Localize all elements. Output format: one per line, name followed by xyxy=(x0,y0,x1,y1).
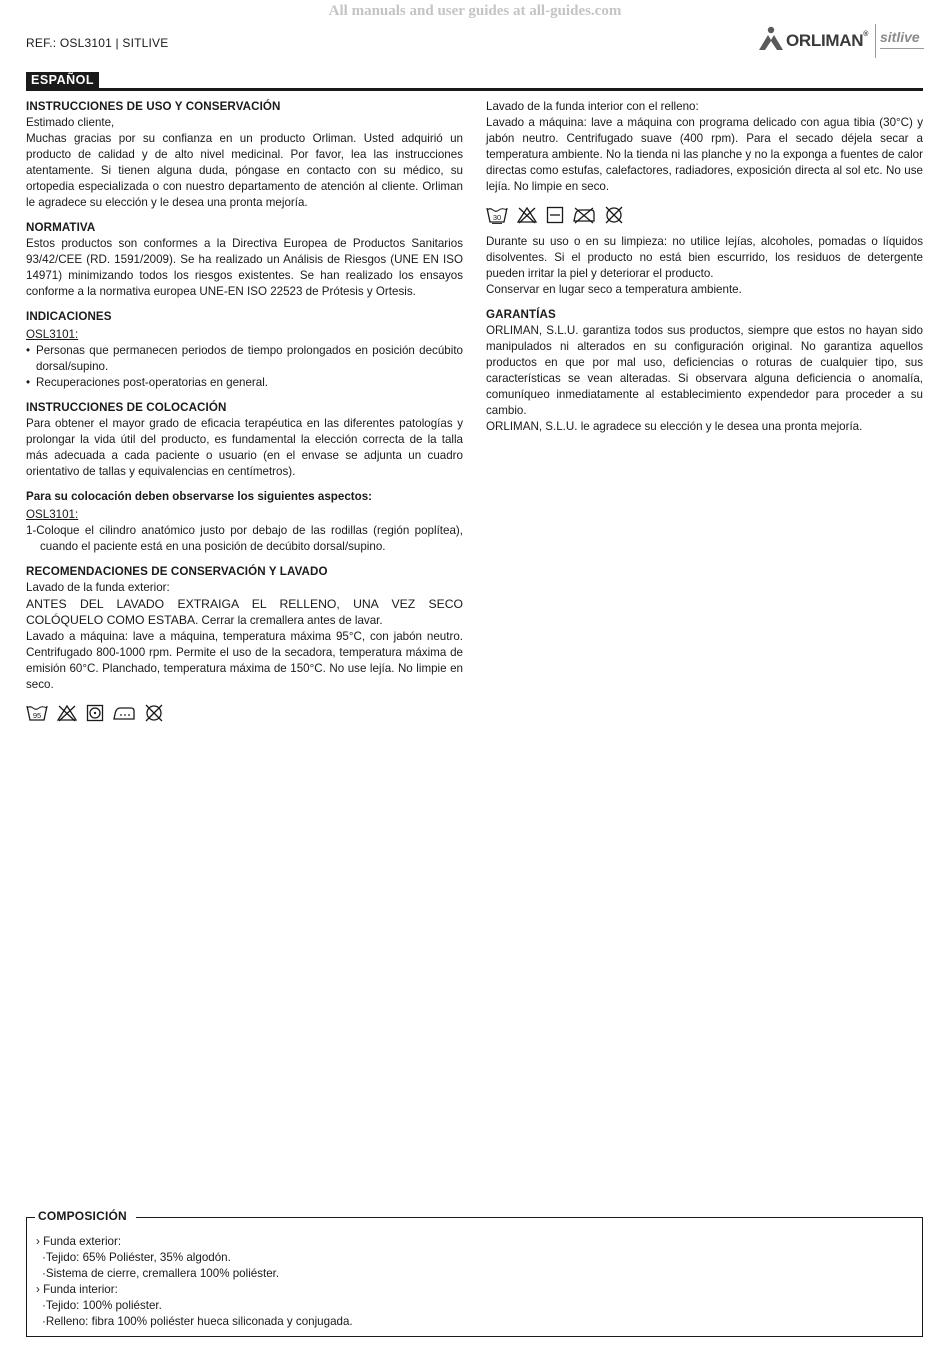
composition-line: › Funda interior: xyxy=(36,1283,118,1296)
care-warning: Durante su uso o en su limpieza: no utilice lejías, alcoholes, pomadas o líquidos disolventes. Si el producto no está bien escurrido, los residuos de detergente pueden irritar la piel y deteriorar el producto. xyxy=(486,235,923,280)
indication-item: • Recuperaciones post-operatorias en general. xyxy=(26,375,463,391)
right-column xyxy=(486,99,923,435)
no-dry-clean-icon xyxy=(144,704,164,722)
language-tab: ESPAÑOL xyxy=(26,72,99,89)
storage-note: Conservar en lugar seco a temperatura ambiente. xyxy=(486,283,742,296)
watermark: All manuals and user guides at all-guides.com xyxy=(328,3,622,19)
wash-30-icon xyxy=(486,206,508,224)
orliman-logo xyxy=(756,22,926,58)
orliman-logo-icon xyxy=(756,26,786,52)
no-bleach-icon xyxy=(56,704,78,722)
colocacion-subtitle: Para su colocación deben observarse los siguientes aspectos: xyxy=(26,490,373,503)
reference-code: REF.: OSL3101 | SITLIVE xyxy=(26,36,169,50)
composition-line: ·Sistema de cierre, cremallera 100% poliéster. xyxy=(42,1267,280,1280)
tumble-dry-icon xyxy=(86,704,104,722)
colocacion-step: 1-Coloque el cilindro anatómico justo por debajo de las rodillas (región poplítea), cuando el paciente está en una posición de decúbito dorsal/supino. xyxy=(26,524,463,553)
composition-line: ·Tejido: 65% Poliéster, 35% algodón. xyxy=(42,1251,231,1264)
section-title-colocacion: INSTRUCCIONES DE COLOCACIÓN xyxy=(26,401,227,414)
section-title-normativa: NORMATIVA xyxy=(26,221,96,234)
section-title-lavado: RECOMENDACIONES DE CONSERVACIÓN Y LAVADO xyxy=(26,565,328,578)
wash-temp-label: 95 xyxy=(32,711,42,720)
section-title-indicaciones: INDICACIONES xyxy=(26,310,112,323)
iron-icon xyxy=(112,704,136,722)
composition-line: ·Tejido: 100% poliéster. xyxy=(42,1299,162,1312)
wash-temp-label: 30 xyxy=(492,213,502,222)
model-label: OSL3101: xyxy=(26,328,79,341)
model-label: OSL3101: xyxy=(26,508,79,521)
interior-wash-body: Lavado a máquina: lave a máquina con programa delicado con agua tibia (30°C) y jabón neutro. Centrifugado suave (400 rpm). Para el secado déjela secar a temperatura ambiente. No la tienda ni las planche y no la exponga a fuentes de calor directas como estufas, calefactores, radiadores, exposición directa al sol etc. No use lejía. No limpie en seco. xyxy=(486,116,923,193)
greeting: Estimado cliente, xyxy=(26,116,115,129)
logo-divider xyxy=(875,24,876,58)
composition-list xyxy=(36,1234,353,1330)
colocacion-body: Para obtener el mayor grado de eficacia terapéutica en las diferentes patologías y prolongar la vida útil del producto, es fundamental la elección correcta de la talla más adecuada a cada paciente o usuario (en el envase se adjunta un cuadro orientativo de tallas y equivalencias en centímetros). xyxy=(26,417,463,478)
lavado-warning: ANTES DEL LAVADO EXTRAIGA EL RELLENO, UNA VEZ SECO COLÓQUELO COMO ESTABA. Cerrar la cremallera antes de lavar. xyxy=(26,597,463,627)
no-iron-icon xyxy=(572,206,596,224)
no-dry-clean-icon xyxy=(604,206,624,224)
composition-border-left xyxy=(26,1217,35,1218)
wash-icons-interior xyxy=(486,205,923,225)
lavado-body: Lavado a máquina: lave a máquina, temperatura máxima 95°C, con jabón neutro. Centrifugado 800-1000 rpm. Permite el uso de la secadora, temperatura máxima de emisión 60°C. Planchado, temperatura máxima de 150°C. No use lejía. No limpie en seco. xyxy=(26,630,463,691)
wash-icons-exterior xyxy=(26,703,463,723)
left-column xyxy=(26,99,463,723)
language-rule xyxy=(26,88,923,91)
logo-brand: ORLIMAN® xyxy=(786,31,869,50)
garantias-thanks: ORLIMAN, S.L.U. le agradece su elección y le desea una pronta mejoría. xyxy=(486,420,863,433)
composition-border-right xyxy=(136,1217,923,1218)
garantias-body: ORLIMAN, S.L.U. garantiza todos sus productos, siempre que estos no hayan sido manipulados ni alterados en su configuración original. No garantiza aquellos productos en que por mal uso, deficiencias o roturas de cualquier tipo, sus características se vean alteradas. Si observara alguna deficiencia o anomalía, comuníqueo inmediatamente al establecimiento expendedor para proceder a su cambio. xyxy=(486,324,923,417)
dry-flat-icon xyxy=(546,206,564,224)
composition-title: COMPOSICIÓN xyxy=(38,1209,127,1223)
composition-box xyxy=(26,1209,923,1337)
section-title-usage: INSTRUCCIONES DE USO Y CONSERVACIÓN xyxy=(26,100,281,113)
usage-body: Muchas gracias por su confianza en un producto Orliman. Usted adquirió un producto de calidad y de alto nivel medicinal. Por favor, lea las instrucciones atentamente. Si tienen alguna duda, póngase en contacto con su médico, su ortopedia especializada o con nuestro departamento de atención al cliente. Orliman le agradece su elección y le desea una pronta mejoría. xyxy=(26,132,463,209)
wash-95-icon xyxy=(26,704,48,722)
logo-product-name: sitlive xyxy=(880,29,920,45)
composition-line: › Funda exterior: xyxy=(36,1235,122,1248)
indication-item: • Personas que permanecen periodos de tiempo prolongados en posición decúbito dorsal/supino. xyxy=(26,343,463,375)
section-title-garantias: GARANTÍAS xyxy=(486,308,556,321)
interior-wash-intro: Lavado de la funda interior con el relleno: xyxy=(486,100,699,113)
normativa-body: Estos productos son conformes a la Directiva Europea de Productos Sanitarios 93/42/CEE (RD. 1591/2009). Se ha realizado un Análisis de Riesgos (UNE EN ISO 14971) minimizando todos los riesgos existentes. Se han realizado los ensayos conforme a la normativa europea UNE-EN ISO 22523 de Prótesis y Ortesis. xyxy=(26,237,463,298)
lavado-intro: Lavado de la funda exterior: xyxy=(26,581,170,594)
logo-underline xyxy=(880,48,924,49)
composition-line: ·Relleno: fibra 100% poliéster hueca siliconada y conjugada. xyxy=(42,1315,353,1328)
no-bleach-icon xyxy=(516,206,538,224)
